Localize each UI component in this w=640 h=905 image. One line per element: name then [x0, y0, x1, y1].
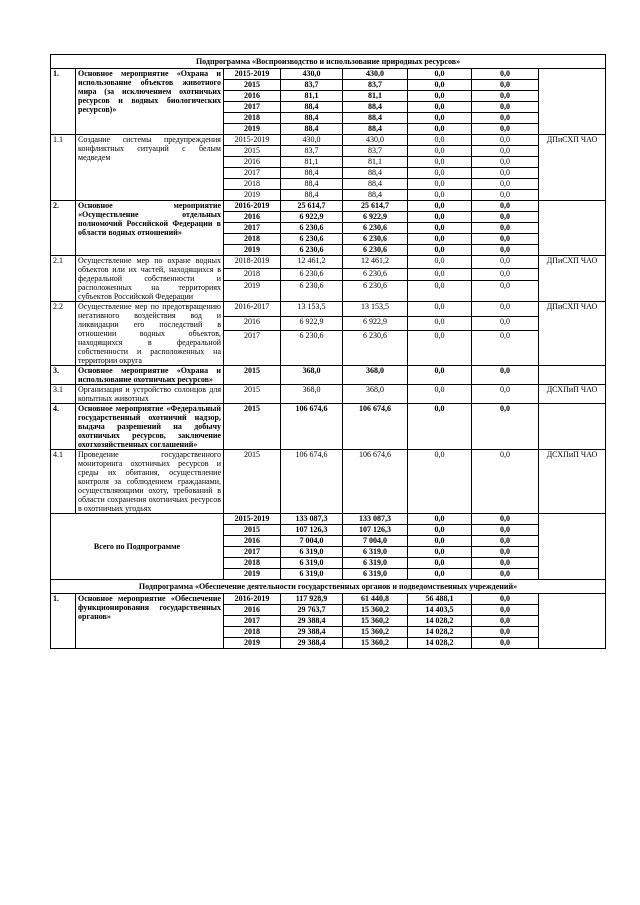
value-cell: 0,0	[408, 168, 472, 179]
value-cell: 107 126,3	[281, 525, 343, 536]
value-cell: 12 461,2	[281, 256, 343, 269]
value-cell: 6 230,6	[343, 223, 408, 234]
value-cell: 0,0	[472, 168, 539, 179]
value-cell: 0,0	[408, 201, 472, 212]
value-cell: 106 674,6	[343, 404, 408, 450]
value-cell: 0,0	[472, 245, 539, 256]
value-cell: 88,4	[281, 113, 343, 124]
subprogram-title: Подпрограмма «Обеспечение деятельности государственных органов и подведомственных учреждений»	[51, 580, 606, 594]
value-cell: 0,0	[408, 302, 472, 317]
item-number: 1.	[51, 69, 76, 135]
value-cell: 6 230,6	[343, 234, 408, 245]
item-name: Осуществление мер по предотвращению негативного воздействия вод и ликвидации его последствий в отношении водных объектов, находящихся в федеральной собственности и расположенных на территории округа	[76, 302, 224, 366]
value-cell: 2016	[224, 157, 281, 168]
item-number: 2.	[51, 201, 76, 256]
value-cell: 0,0	[472, 605, 539, 616]
value-cell: 0,0	[472, 450, 539, 514]
value-cell: 29 763,7	[281, 605, 343, 616]
value-cell: 2015-2019	[224, 69, 281, 80]
value-cell: 430,0	[343, 69, 408, 80]
value-cell: 6 230,6	[281, 281, 343, 302]
value-cell: 0,0	[408, 102, 472, 113]
value-cell: 2015	[224, 146, 281, 157]
value-cell: 430,0	[343, 135, 408, 146]
value-cell: 25 614,7	[281, 201, 343, 212]
value-cell: 0,0	[408, 69, 472, 80]
item-name: Организация и устройство солонцов для копытных животных	[76, 385, 224, 404]
item-number: 1.	[51, 594, 76, 649]
value-cell: 2017	[224, 331, 281, 366]
value-cell: 0,0	[472, 102, 539, 113]
value-cell: 2018	[224, 268, 281, 281]
responsible-executor	[539, 69, 606, 135]
value-cell: 2015-2019	[224, 514, 281, 525]
value-cell: 6 230,6	[281, 331, 343, 366]
value-cell: 0,0	[472, 146, 539, 157]
value-cell: 7 004,0	[343, 536, 408, 547]
value-cell: 106 674,6	[281, 404, 343, 450]
value-cell: 2018	[224, 558, 281, 569]
value-cell: 61 440,8	[343, 594, 408, 605]
subprogram-header-row	[51, 55, 606, 69]
value-cell: 0,0	[472, 91, 539, 102]
value-cell: 2016	[224, 536, 281, 547]
value-cell: 0,0	[408, 569, 472, 580]
value-cell: 88,4	[343, 168, 408, 179]
value-cell: 25 614,7	[343, 201, 408, 212]
value-cell: 0,0	[472, 536, 539, 547]
table-row	[51, 366, 606, 385]
responsible-executor	[539, 404, 606, 450]
value-cell: 0,0	[472, 616, 539, 627]
value-cell: 6 922,9	[281, 212, 343, 223]
value-cell: 88,4	[343, 102, 408, 113]
value-cell: 0,0	[472, 514, 539, 525]
value-cell: 117 928,9	[281, 594, 343, 605]
item-name: Создание системы предупреждения конфликтных ситуаций с белым медведем	[76, 135, 224, 201]
value-cell: 7 004,0	[281, 536, 343, 547]
value-cell: 0,0	[472, 212, 539, 223]
responsible-executor	[539, 514, 606, 580]
item-number: 2.2	[51, 302, 76, 366]
value-cell: 0,0	[472, 281, 539, 302]
item-name: Осуществление мер по охране водных объектов или их частей, находящихся в федеральной собственности и расположенных на территориях субъектов Российской Федерации	[76, 256, 224, 302]
value-cell: 14 028,2	[408, 627, 472, 638]
value-cell: 15 360,2	[343, 627, 408, 638]
value-cell: 88,4	[343, 190, 408, 201]
value-cell: 29 388,4	[281, 616, 343, 627]
value-cell: 0,0	[472, 302, 539, 317]
value-cell: 368,0	[281, 366, 343, 385]
value-cell: 88,4	[281, 179, 343, 190]
value-cell: 0,0	[408, 256, 472, 269]
value-cell: 2017	[224, 223, 281, 234]
responsible-executor	[539, 201, 606, 256]
value-cell: 6 319,0	[343, 569, 408, 580]
value-cell: 0,0	[472, 638, 539, 649]
value-cell: 0,0	[472, 331, 539, 366]
value-cell: 106 674,6	[343, 450, 408, 514]
value-cell: 0,0	[408, 558, 472, 569]
value-cell: 430,0	[281, 135, 343, 146]
value-cell: 2018	[224, 179, 281, 190]
value-cell: 2019	[224, 190, 281, 201]
responsible-executor: ДПиСХП ЧАО	[539, 302, 606, 366]
value-cell: 2016-2019	[224, 594, 281, 605]
value-cell: 81,1	[343, 91, 408, 102]
value-cell: 2017	[224, 547, 281, 558]
value-cell: 0,0	[472, 256, 539, 269]
item-number: 3.1	[51, 385, 76, 404]
value-cell: 6 230,6	[343, 245, 408, 256]
value-cell: 2015	[224, 404, 281, 450]
value-cell: 0,0	[408, 135, 472, 146]
responsible-executor	[539, 594, 606, 649]
value-cell: 2017	[224, 168, 281, 179]
value-cell: 2016	[224, 91, 281, 102]
value-cell: 13 153,5	[343, 302, 408, 317]
value-cell: 0,0	[408, 80, 472, 91]
value-cell: 0,0	[472, 316, 539, 331]
item-name: Основное мероприятие «Охрана и использование объектов животного мира (за исключением охотничьих ресурсов и водных биологических ресурсов)»	[76, 69, 224, 135]
value-cell: 368,0	[281, 385, 343, 404]
value-cell: 6 319,0	[281, 569, 343, 580]
total-row	[51, 514, 606, 525]
table-row	[51, 135, 606, 146]
value-cell: 0,0	[472, 69, 539, 80]
value-cell: 0,0	[408, 268, 472, 281]
value-cell: 0,0	[472, 404, 539, 450]
item-name: Основное мероприятие «Федеральный государственный охотничий надзор, выдача разрешений на добычу охотничьих ресурсов, заключение охотхозяйственных соглашений»	[76, 404, 224, 450]
value-cell: 0,0	[472, 223, 539, 234]
value-cell: 2015	[224, 80, 281, 91]
total-label: Всего по Подпрограмме	[51, 514, 224, 580]
budget-table-body	[51, 55, 606, 649]
value-cell: 6 922,9	[281, 316, 343, 331]
value-cell: 83,7	[343, 80, 408, 91]
budget-table	[50, 54, 606, 649]
value-cell: 0,0	[472, 547, 539, 558]
item-number: 1.1	[51, 135, 76, 201]
value-cell: 14 403,5	[408, 605, 472, 616]
item-number: 4.1	[51, 450, 76, 514]
value-cell: 0,0	[408, 366, 472, 385]
value-cell: 430,0	[281, 69, 343, 80]
value-cell: 0,0	[472, 135, 539, 146]
value-cell: 88,4	[281, 124, 343, 135]
value-cell: 107 126,3	[343, 525, 408, 536]
value-cell: 2016	[224, 605, 281, 616]
responsible-executor	[539, 366, 606, 385]
value-cell: 83,7	[281, 146, 343, 157]
value-cell: 0,0	[408, 113, 472, 124]
value-cell: 0,0	[472, 366, 539, 385]
value-cell: 88,4	[281, 190, 343, 201]
value-cell: 2018	[224, 234, 281, 245]
value-cell: 0,0	[408, 91, 472, 102]
value-cell: 81,1	[281, 91, 343, 102]
table-row	[51, 404, 606, 450]
value-cell: 0,0	[408, 525, 472, 536]
value-cell: 83,7	[281, 80, 343, 91]
value-cell: 6 230,6	[343, 268, 408, 281]
value-cell: 0,0	[408, 245, 472, 256]
value-cell: 0,0	[472, 525, 539, 536]
value-cell: 0,0	[472, 268, 539, 281]
value-cell: 2018	[224, 113, 281, 124]
value-cell: 15 360,2	[343, 616, 408, 627]
value-cell: 6 319,0	[343, 547, 408, 558]
value-cell: 0,0	[408, 331, 472, 366]
value-cell: 2019	[224, 245, 281, 256]
value-cell: 133 087,3	[343, 514, 408, 525]
value-cell: 0,0	[408, 179, 472, 190]
value-cell: 6 230,6	[281, 245, 343, 256]
value-cell: 6 319,0	[281, 558, 343, 569]
value-cell: 6 230,6	[281, 223, 343, 234]
item-name: Основное мероприятие «Осуществление отдельных полномочий Российской Федерации в области водных отношений»	[76, 201, 224, 256]
value-cell: 2015	[224, 450, 281, 514]
value-cell: 2018	[224, 627, 281, 638]
value-cell: 0,0	[472, 569, 539, 580]
subprogram-header-row	[51, 580, 606, 594]
value-cell: 2016-2017	[224, 302, 281, 317]
value-cell: 0,0	[472, 113, 539, 124]
value-cell: 2015	[224, 525, 281, 536]
value-cell: 2017	[224, 616, 281, 627]
responsible-executor: ДПиСХП ЧАО	[539, 256, 606, 302]
item-number: 4.	[51, 404, 76, 450]
value-cell: 14 028,2	[408, 638, 472, 649]
value-cell: 6 230,6	[343, 281, 408, 302]
value-cell: 0,0	[472, 124, 539, 135]
value-cell: 2016	[224, 212, 281, 223]
responsible-executor: ДПиСХП ЧАО	[539, 135, 606, 201]
value-cell: 0,0	[408, 536, 472, 547]
value-cell: 15 360,2	[343, 605, 408, 616]
item-number: 2.1	[51, 256, 76, 302]
value-cell: 368,0	[343, 366, 408, 385]
value-cell: 88,4	[281, 168, 343, 179]
value-cell: 81,1	[281, 157, 343, 168]
item-name: Проведение государственного мониторинга охотничьих ресурсов и среды их обитания, осуществление контроля за соблюдением гражданами, осуществляющими охоту, требований в области сохранения охотничьих ресурсов в охотничьих угодьях	[76, 450, 224, 514]
value-cell: 0,0	[408, 385, 472, 404]
value-cell: 0,0	[408, 157, 472, 168]
value-cell: 0,0	[472, 80, 539, 91]
value-cell: 2019	[224, 124, 281, 135]
value-cell: 88,4	[343, 179, 408, 190]
table-row	[51, 201, 606, 212]
value-cell: 2019	[224, 638, 281, 649]
table-row	[51, 302, 606, 317]
value-cell: 12 461,2	[343, 256, 408, 269]
value-cell: 0,0	[472, 234, 539, 245]
budget-table-page	[50, 54, 605, 649]
value-cell: 106 674,6	[281, 450, 343, 514]
value-cell: 29 388,4	[281, 627, 343, 638]
value-cell: 0,0	[408, 281, 472, 302]
value-cell: 2019	[224, 281, 281, 302]
value-cell: 0,0	[472, 201, 539, 212]
item-number: 3.	[51, 366, 76, 385]
value-cell: 14 028,2	[408, 616, 472, 627]
value-cell: 0,0	[472, 385, 539, 404]
value-cell: 0,0	[408, 223, 472, 234]
value-cell: 6 922,9	[343, 212, 408, 223]
value-cell: 13 153,5	[281, 302, 343, 317]
table-row	[51, 256, 606, 269]
value-cell: 2015	[224, 366, 281, 385]
value-cell: 88,4	[343, 124, 408, 135]
responsible-executor: ДСХПиП ЧАО	[539, 450, 606, 514]
value-cell: 2016	[224, 316, 281, 331]
value-cell: 0,0	[472, 179, 539, 190]
table-row	[51, 385, 606, 404]
value-cell: 56 488,1	[408, 594, 472, 605]
value-cell: 81,1	[343, 157, 408, 168]
table-row	[51, 450, 606, 514]
value-cell: 0,0	[408, 547, 472, 558]
value-cell: 0,0	[408, 146, 472, 157]
item-name: Основное мероприятие «Охрана и использование охотничьих ресурсов»	[76, 366, 224, 385]
value-cell: 368,0	[343, 385, 408, 404]
value-cell: 0,0	[408, 450, 472, 514]
value-cell: 0,0	[472, 594, 539, 605]
value-cell: 0,0	[408, 212, 472, 223]
value-cell: 88,4	[281, 102, 343, 113]
value-cell: 29 388,4	[281, 638, 343, 649]
value-cell: 2017	[224, 102, 281, 113]
value-cell: 6 319,0	[281, 547, 343, 558]
value-cell: 2019	[224, 569, 281, 580]
value-cell: 2015-2019	[224, 135, 281, 146]
value-cell: 0,0	[408, 404, 472, 450]
value-cell: 6 230,6	[281, 234, 343, 245]
item-name: Основное мероприятие «Обеспечение функционирования государственных органов»	[76, 594, 224, 649]
value-cell: 0,0	[408, 514, 472, 525]
value-cell: 0,0	[472, 157, 539, 168]
value-cell: 15 360,2	[343, 638, 408, 649]
value-cell: 6 319,0	[343, 558, 408, 569]
subprogram-title: Подпрограмма «Воспроизводство и использование природных ресурсов»	[51, 55, 606, 69]
value-cell: 0,0	[408, 190, 472, 201]
value-cell: 6 922,9	[343, 316, 408, 331]
table-row	[51, 594, 606, 605]
table-row	[51, 69, 606, 80]
value-cell: 0,0	[408, 316, 472, 331]
responsible-executor: ДСХПиП ЧАО	[539, 385, 606, 404]
value-cell: 0,0	[408, 124, 472, 135]
value-cell: 6 230,6	[343, 331, 408, 366]
value-cell: 133 087,3	[281, 514, 343, 525]
value-cell: 2016-2019	[224, 201, 281, 212]
value-cell: 2018-2019	[224, 256, 281, 269]
value-cell: 0,0	[472, 627, 539, 638]
value-cell: 83,7	[343, 146, 408, 157]
value-cell: 2015	[224, 385, 281, 404]
value-cell: 0,0	[472, 558, 539, 569]
value-cell: 0,0	[408, 234, 472, 245]
value-cell: 88,4	[343, 113, 408, 124]
value-cell: 0,0	[472, 190, 539, 201]
value-cell: 6 230,6	[281, 268, 343, 281]
